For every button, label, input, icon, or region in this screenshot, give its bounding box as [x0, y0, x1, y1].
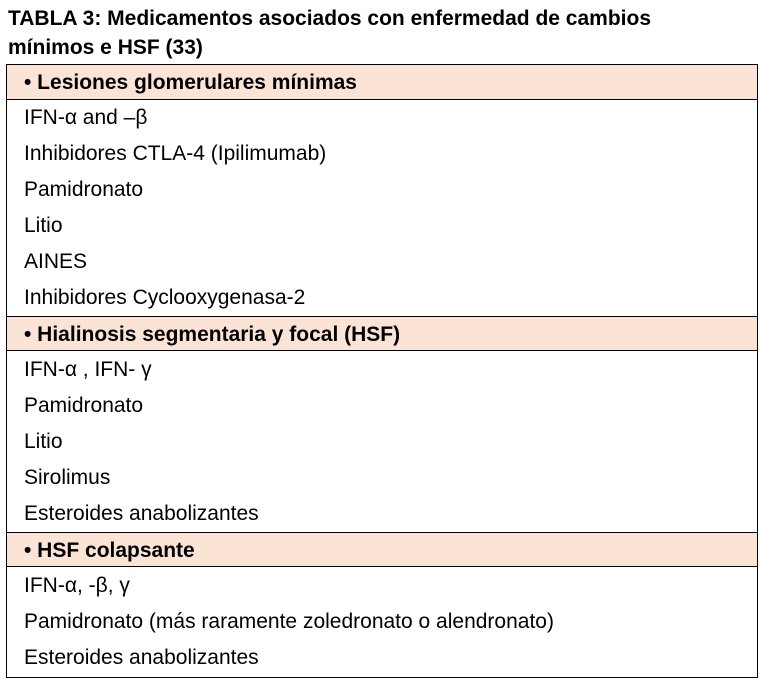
list-item: IFN-α , IFN- γ [24, 358, 152, 381]
list-item: Pamidronato (más raramente zoledronato o alendronato) [24, 610, 554, 633]
list-item: Sirolimus [24, 466, 111, 489]
section-header-hsf-colapsante: • HSF colapsante [7, 532, 757, 567]
table-title-line-1: TABLA 3: Medicamentos asociados con enfermedad de cambios [8, 7, 651, 30]
section-header-lesiones-glomerulares-minimas: • Lesiones glomerulares mínimas [7, 65, 757, 100]
table-title [8, 4, 763, 62]
list-item: Inhibidores CTLA-4 (Ipilimumab) [24, 142, 327, 165]
section-header-hialinosis-segmentaria-focal: • Hialinosis segmentaria y focal (HSF) [7, 316, 757, 351]
list-item: Litio [24, 214, 63, 237]
list-item: IFN-α, -β, γ [24, 574, 130, 597]
list-item: Pamidronato [24, 394, 144, 417]
list-item: Litio [24, 430, 63, 453]
table-title-line-2: mínimos e HSF (33) [8, 36, 203, 59]
list-item: AINES [24, 250, 88, 273]
list-item: Esteroides anabolizantes [24, 646, 259, 669]
list-item: Esteroides anabolizantes [24, 502, 259, 525]
list-item: Pamidronato [24, 178, 144, 201]
list-item: IFN-α and –β [24, 106, 148, 129]
medications-table [6, 64, 758, 678]
list-item: Inhibidores Cyclooxygenasa-2 [24, 286, 306, 309]
